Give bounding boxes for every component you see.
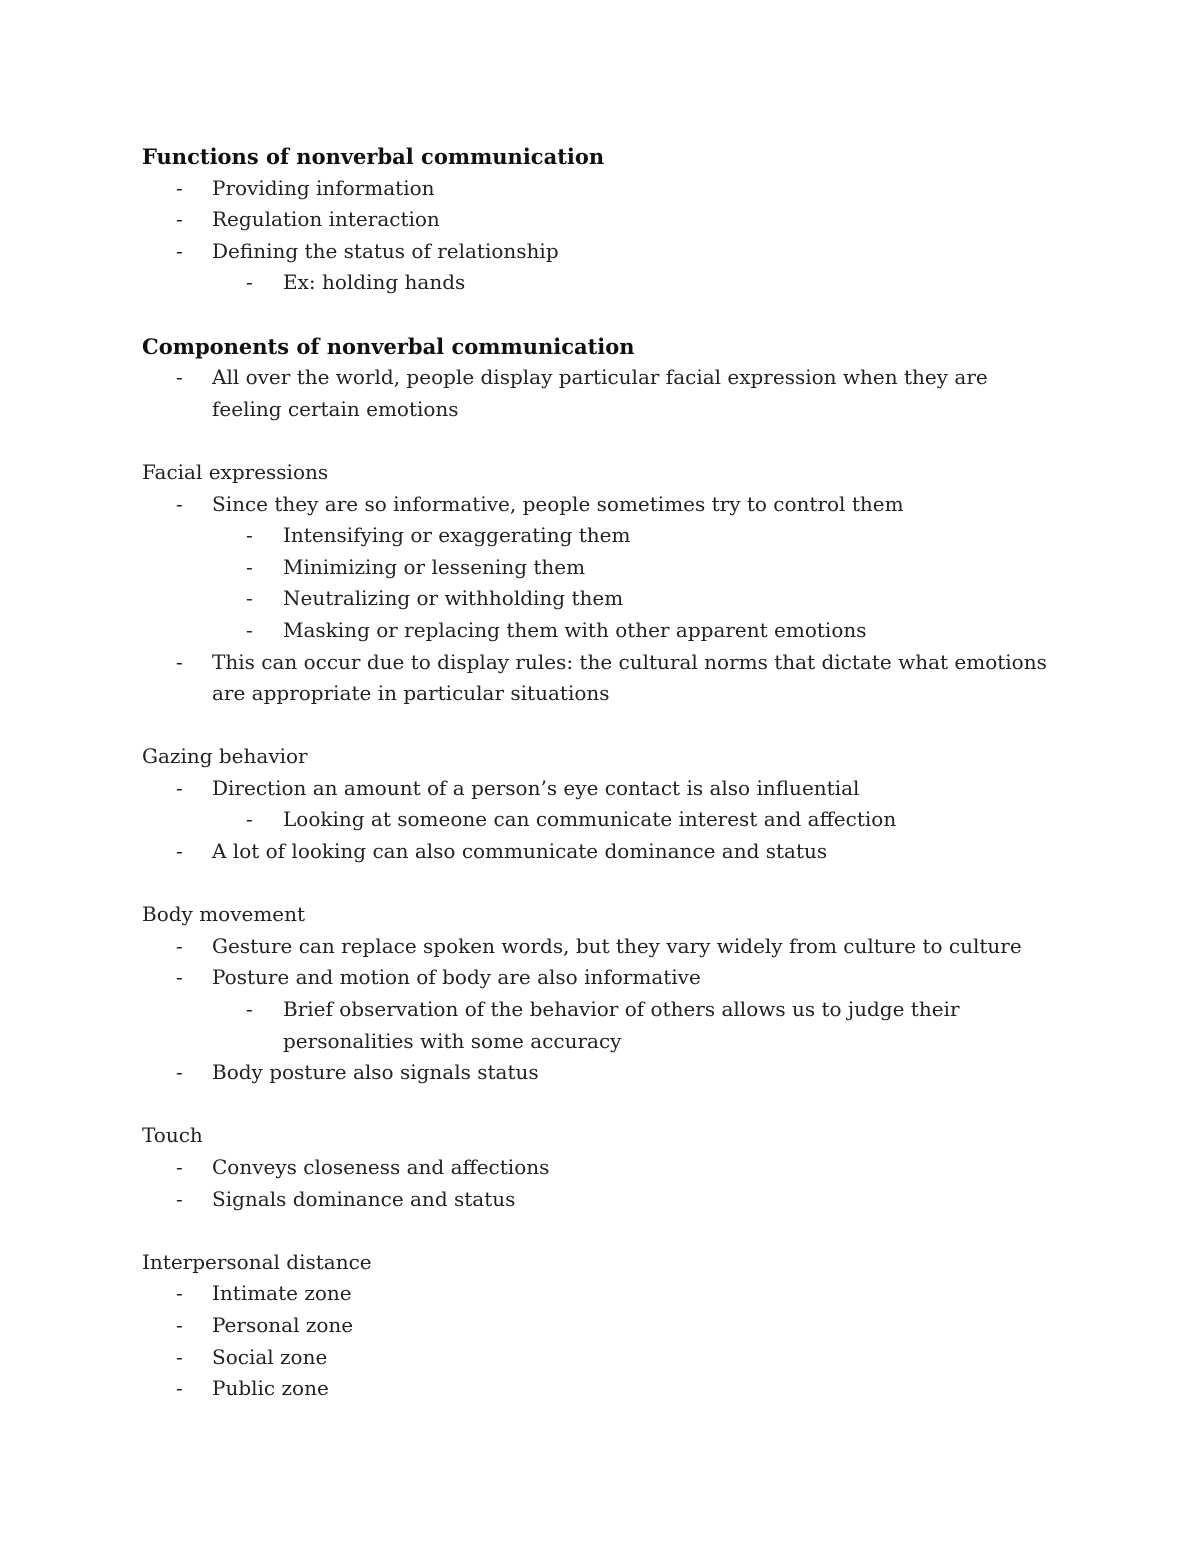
bullet-dash: - <box>246 270 253 295</box>
bullet-dash: - <box>246 523 253 548</box>
bullet-dash: - <box>176 238 183 263</box>
bullet-dash: - <box>246 586 253 611</box>
list-item: - Body posture also signals status <box>142 1057 1062 1089</box>
bullet-dash: - <box>176 1312 183 1337</box>
touch-list <box>142 1152 1062 1215</box>
gazing-list <box>142 773 1062 868</box>
list-item: - Signals dominance and status <box>142 1184 1062 1216</box>
components-list <box>142 362 1062 425</box>
sub-list-item: - Brief observation of the behavior of others allows us to judge their personalities with some accuracy <box>142 994 1062 1057</box>
list-item: - Social zone <box>142 1342 1062 1374</box>
sub-list-item: - Masking or replacing them with other apparent emotions <box>142 615 1062 647</box>
sub-list-item: - Looking at someone can communicate interest and affection <box>142 804 1062 836</box>
list-item: - Personal zone <box>142 1310 1062 1342</box>
bullet-dash: - <box>176 1155 183 1179</box>
bullet-dash: - <box>176 365 183 390</box>
list-item: - Conveys closeness and affections <box>142 1152 1062 1184</box>
list-item: - Posture and motion of body are also informative <box>142 962 1062 994</box>
sub-list-item: - Intensifying or exaggerating them <box>142 520 1062 552</box>
bullet-dash: - <box>176 965 183 990</box>
bullet-dash: - <box>176 649 183 674</box>
bullet-dash: - <box>246 554 253 579</box>
list-item: - Public zone <box>142 1373 1062 1405</box>
heading-interpersonal-distance: Interpersonal distance <box>142 1249 372 1274</box>
bullet-dash: - <box>176 1344 183 1369</box>
list-item: - This can occur due to display rules: the cultural norms that dictate what emotions are appropriate in particular situations <box>142 647 1062 710</box>
heading-facial-expressions: Facial expressions <box>142 459 329 484</box>
body-list <box>142 931 1062 1089</box>
heading-components: Components of nonverbal communication <box>142 333 635 359</box>
list-item: - Direction an amount of a person’s eye contact is also influential <box>142 773 1062 805</box>
list-item: - Defining the status of relationship <box>142 236 1062 268</box>
bullet-dash: - <box>246 617 253 642</box>
heading-functions: Functions of nonverbal communication <box>142 144 605 169</box>
bullet-dash: - <box>176 839 183 864</box>
sub-list-item: - Minimizing or lessening them <box>142 552 1062 584</box>
list-item: - Providing information <box>142 173 1062 205</box>
facial-list <box>142 489 1062 710</box>
bullet-dash: - <box>246 997 253 1022</box>
bullet-dash: - <box>176 933 183 958</box>
bullet-dash: - <box>176 1186 183 1211</box>
bullet-dash: - <box>176 775 183 800</box>
document-page <box>142 141 1062 1405</box>
bullet-dash: - <box>176 175 183 200</box>
heading-body-movement: Body movement <box>142 902 306 927</box>
bullet-dash: - <box>176 207 183 232</box>
list-item: - Regulation interaction <box>142 204 1062 236</box>
bullet-dash: - <box>176 491 183 516</box>
bullet-dash: - <box>176 1281 183 1306</box>
list-item: - Since they are so informative, people sometimes try to control them <box>142 489 1062 521</box>
bullet-dash: - <box>176 1060 183 1085</box>
functions-list <box>142 173 1062 299</box>
list-item: - Gesture can replace spoken words, but they vary widely from culture to culture <box>142 931 1062 963</box>
bullet-dash: - <box>176 1376 183 1401</box>
sub-list-item: - Neutralizing or withholding them <box>142 583 1062 615</box>
list-item: - Intimate zone <box>142 1278 1062 1310</box>
heading-gazing-behavior: Gazing behavior <box>142 744 308 769</box>
heading-touch: Touch <box>142 1123 203 1148</box>
bullet-dash: - <box>246 807 253 832</box>
list-item: - All over the world, people display particular facial expression when they are feeling certain emotions <box>142 362 1062 425</box>
distance-list <box>142 1278 1062 1404</box>
list-item: - A lot of looking can also communicate dominance and status <box>142 836 1062 868</box>
sub-list-item: - Ex: holding hands <box>142 267 1062 299</box>
